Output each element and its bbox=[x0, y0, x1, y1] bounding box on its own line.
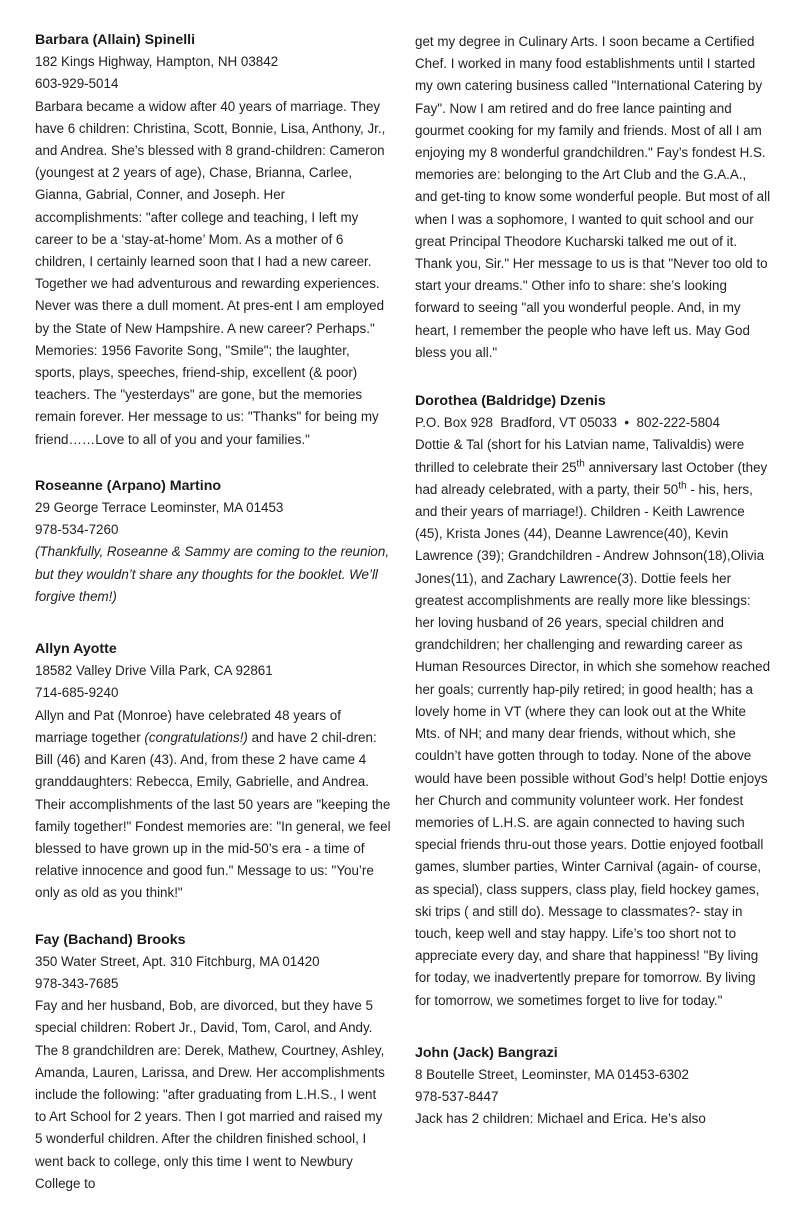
entry-phone: 978-534-7260 bbox=[35, 522, 119, 538]
ordinal-suffix: th bbox=[678, 480, 687, 492]
entry-bio bbox=[35, 705, 391, 905]
entry-address: 182 Kings Highway, Hampton, NH 03842 bbox=[35, 54, 279, 70]
right-column bbox=[415, 31, 771, 1155]
entry-name: Roseanne (Arpano) Martino bbox=[35, 477, 222, 494]
entry-address: 18582 Valley Drive Villa Park, CA 92861 bbox=[35, 663, 273, 679]
bio-part: Dottie & Tal (short for his Latvian name, Talivaldis) were thrilled to celebrate their 25 bbox=[415, 437, 745, 475]
entry-phone: 714-685-9240 bbox=[35, 685, 119, 701]
entry-name: Fay (Bachand) Brooks bbox=[35, 931, 186, 948]
entry-ayotte bbox=[35, 638, 391, 904]
ordinal-suffix: th bbox=[576, 458, 585, 470]
entry-bangrazi bbox=[415, 1042, 771, 1131]
entry-name: Dorothea (Baldridge) Dzenis bbox=[415, 393, 606, 410]
entry-dzenis bbox=[415, 390, 771, 1012]
entry-contact: P.O. Box 928 Bradford, VT 05033 • 802-222-5804 bbox=[415, 415, 720, 431]
entry-martino bbox=[35, 475, 391, 608]
entry-brooks bbox=[35, 929, 391, 1195]
entry-phone: 603-929-5014 bbox=[35, 76, 119, 92]
entry-bio: Barbara became a widow after 40 years of marriage. They have 6 children: Christina, Scott, Bonnie, Lisa, Anthony, Jr., and Andrea. She’s blessed with 8 grand-children: Cameron (youngest at 2 years of age), Chase, Brianna, Carlee, Gianna, Gabrial, Conner, and Joseph. Her accomplishments: "after college and teaching, I left my career to be a ‘stay-at-home’ Mom. As a mother of 6 children, I certainly learned soon that I had a new career. Together we had adventurous and rewarding experiences. Never was there a dull moment. At pres-ent I am employed by the State of New Hampshire. A new career? Perhaps." Memories: 1956 Favorite Song, "Smile"; the laughter, sports, plays, speeches, friend-ship, excellent (& poor) teachers. The "yesterdays" are gone, but the memories remain forever. Her message to us: "Thanks" for being my friend……Love to all of you and your families." bbox=[35, 98, 386, 447]
entry-address: 8 Boutelle Street, Leominster, MA 01453-6302 bbox=[415, 1066, 689, 1082]
bio-part: Allyn and Pat (Monroe) have celebrated 48 years of marriage together bbox=[35, 707, 341, 745]
entry-name: Barbara (Allain) Spinelli bbox=[35, 32, 196, 48]
entry-phone: 978-537-8447 bbox=[415, 1089, 499, 1105]
entry-bio-continued: get my degree in Culinary Arts. I soon became a Certified Chef. I worked in many food establishments until I started my own catering business called "International Catering by Fay". Now I am retired and do free lance painting and gourmet cooking for my family and friends. Most of all I am enjoying my 8 wonderful grandchildren." Fay’s fondest H.S. memories are: belonging to the Art Club and the G.A.A., and get-ting to know some wonderful people. But most of all when I was a sophomore, I wanted to quit school and our great Principal Theodore Kucharski talked me out of it. Thank you, Sir." Her message to us is that "Never too old to start your dreams." Other info to share: she’s looking forward to seeing "all you wonderful people. And, in my heart, I remember the people who have left us. May God bless you all." bbox=[415, 34, 771, 360]
bio-italic: (congratulations!) bbox=[144, 729, 248, 745]
entry-spinelli bbox=[35, 29, 391, 451]
entry-address: 29 George Terrace Leominster, MA 01453 bbox=[35, 500, 284, 516]
entry-phone: 978-343-7685 bbox=[35, 975, 119, 991]
entry-brooks-continued bbox=[415, 31, 771, 364]
bio-part: and have 2 chil-dren: Bill (46) and Karen (43). And, from these 2 have came 4 granddaughters: Rebecca, Emily, Gabrielle, and Andrea. Their accomplishments of the last 50 years are "keeping the family together!" Fondest memories are: "In general, we feel blessed to have grown up in the mid-50’s era - a time of relative innocence and good fun." Message to us: "You’re only as old as you think!" bbox=[35, 729, 391, 901]
entry-bio: Fay and her husband, Bob, are divorced, but they have 5 special children: Robert Jr., David, Tom, Carol, and Andy. The 8 grandchildren are: Derek, Mathew, Courtney, Ashley, Amanda, Lauren, Larissa, and Drew. Her accomplishments include the following: "after graduating from L.H.S., I went to Art School for 2 years. Then I got married and raised my 5 wonderful children. After the children finished school, I went back to college, only this time I went to Newbury College to bbox=[35, 998, 385, 1191]
entry-name: John (Jack) Bangrazi bbox=[415, 1044, 558, 1061]
entry-name: Allyn Ayotte bbox=[35, 641, 117, 658]
entry-bio bbox=[415, 434, 771, 1011]
entry-note: (Thankfully, Roseanne & Sammy are coming to the reunion, but they wouldn’t share any thoughts for the booklet. We’ll forgive them!) bbox=[35, 544, 390, 604]
left-column bbox=[35, 29, 391, 1219]
bio-part: anniversary last October (they had already celebrated, with a party, their 50 bbox=[415, 459, 768, 497]
entry-address: 350 Water Street, Apt. 310 Fitchburg, MA 01420 bbox=[35, 953, 320, 969]
entry-bio: Jack has 2 children: Michael and Erica. He’s also bbox=[415, 1111, 706, 1127]
bio-part: - his, hers, and their years of marriage!). Children - Keith Lawrence (45), Krista Jones (44), Deanne Lawrence(40), Kevin Lawrence (39); Grandchildren - Andrew Johnson(18),Olivia Jones(11), and Zachary Lawrence(3). Dottie feels her greatest accomplishments are really more like blessings: her loving husband of 26 years, special children and grandchildren; her challenging and rewarding career as Human Resources Director, in which she somehow reached her goals; currently hap-pily retired; in good health; has a lovely home in VT (where they can look out at the White Mts. of NH; and many dear friends, without which, she couldn’t have gotten through to today. None of the above would have been possible without God’s help! Dottie enjoys her Church and community volunteer work. Her fondest memories of L.H.S. are again connected to having such special friends thru-out those years. Dottie enjoyed football games, slumber parties, Winter Carnival (again- of course, as special), class suppers, class play, field hockey games, ski trips ( and still do). Message to classmates?- stay in touch, keep well and stay happy. Life’s too short not to appreciate every day, and share that happiness! "By living for today, we inadvertently prepare for tomorrow. By living for tomorrow, we sometimes forget to live for today." bbox=[415, 481, 771, 1008]
